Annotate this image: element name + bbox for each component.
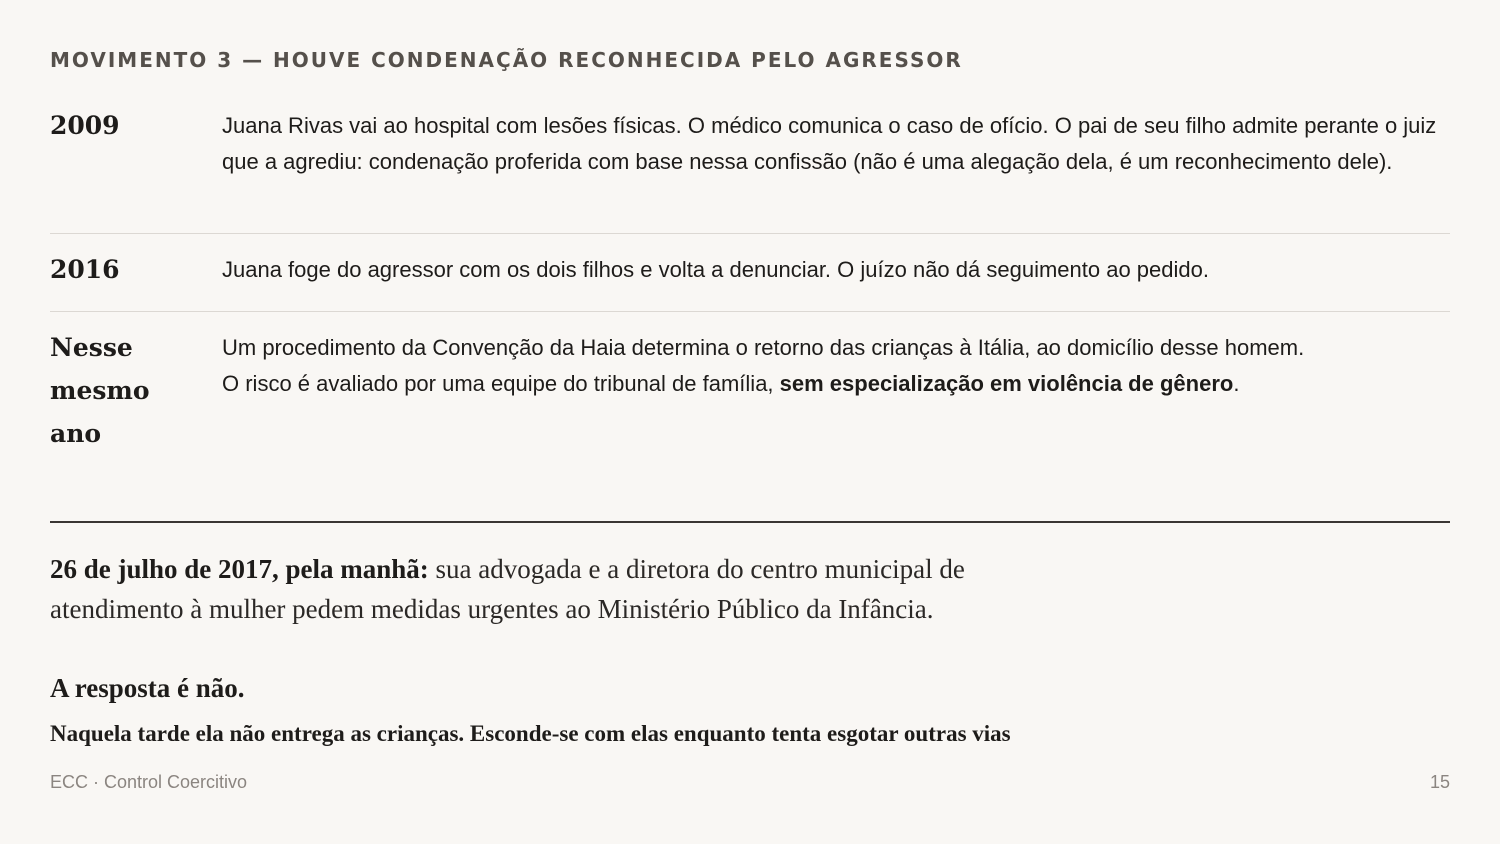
- desc-emphasis: sem especialização em violência de gênero: [779, 371, 1234, 396]
- timeline: [50, 104, 1450, 472]
- page-number: 15: [1429, 772, 1450, 792]
- timeline-row: [50, 104, 1450, 234]
- timeline-year: 2016: [50, 255, 120, 284]
- answer-statement: A resposta é não.: [50, 673, 245, 703]
- event-body: sua advogada e a diretora do centro municipal de atendimento à mulher pedem medidas urgentes ao Ministério Público da Infância.: [50, 554, 965, 624]
- timeline-row: [50, 312, 1450, 472]
- section-divider: [50, 521, 1450, 523]
- timeline-description: Juana Rivas vai ao hospital com lesões físicas. O médico comunica o caso de ofício. O pai de seu filho admite perante o juiz que a agrediu: condenação proferida com base nessa confissão (não é uma alegação dela, é um reconhecimento dele).: [222, 113, 1437, 174]
- timeline-description-line: [222, 366, 1450, 402]
- desc-text: .: [1233, 371, 1240, 396]
- timeline-description: [222, 330, 1450, 402]
- event-date: 26 de julho de 2017, pela manhã:: [50, 554, 429, 584]
- event-paragraph: [50, 549, 1010, 629]
- timeline-description-line: Um procedimento da Convenção da Haia determina o retorno das crianças à Itália, ao domicílio desse homem.: [222, 335, 1305, 360]
- desc-text: O risco é avaliado por uma equipe do tribunal de família,: [222, 371, 780, 396]
- closing-note: Naquela tarde ela não entrega as crianças. Esconde-se com elas enquanto tenta esgotar outras vias: [50, 721, 1011, 746]
- timeline-year: 2009: [50, 111, 120, 140]
- timeline-year-label: Nesse mesmo ano: [50, 333, 150, 448]
- timeline-row: [50, 234, 1450, 312]
- timeline-year: [50, 326, 222, 455]
- timeline-description: Juana foge do agressor com os dois filhos e volta a denunciar. O juízo não dá seguimento ao pedido.: [222, 257, 1209, 282]
- footer-source: ECC · Control Coercitivo: [50, 772, 248, 792]
- section-heading: MOVIMENTO 3 — HOUVE CONDENAÇÃO RECONHECIDA PELO AGRESSOR: [50, 48, 963, 72]
